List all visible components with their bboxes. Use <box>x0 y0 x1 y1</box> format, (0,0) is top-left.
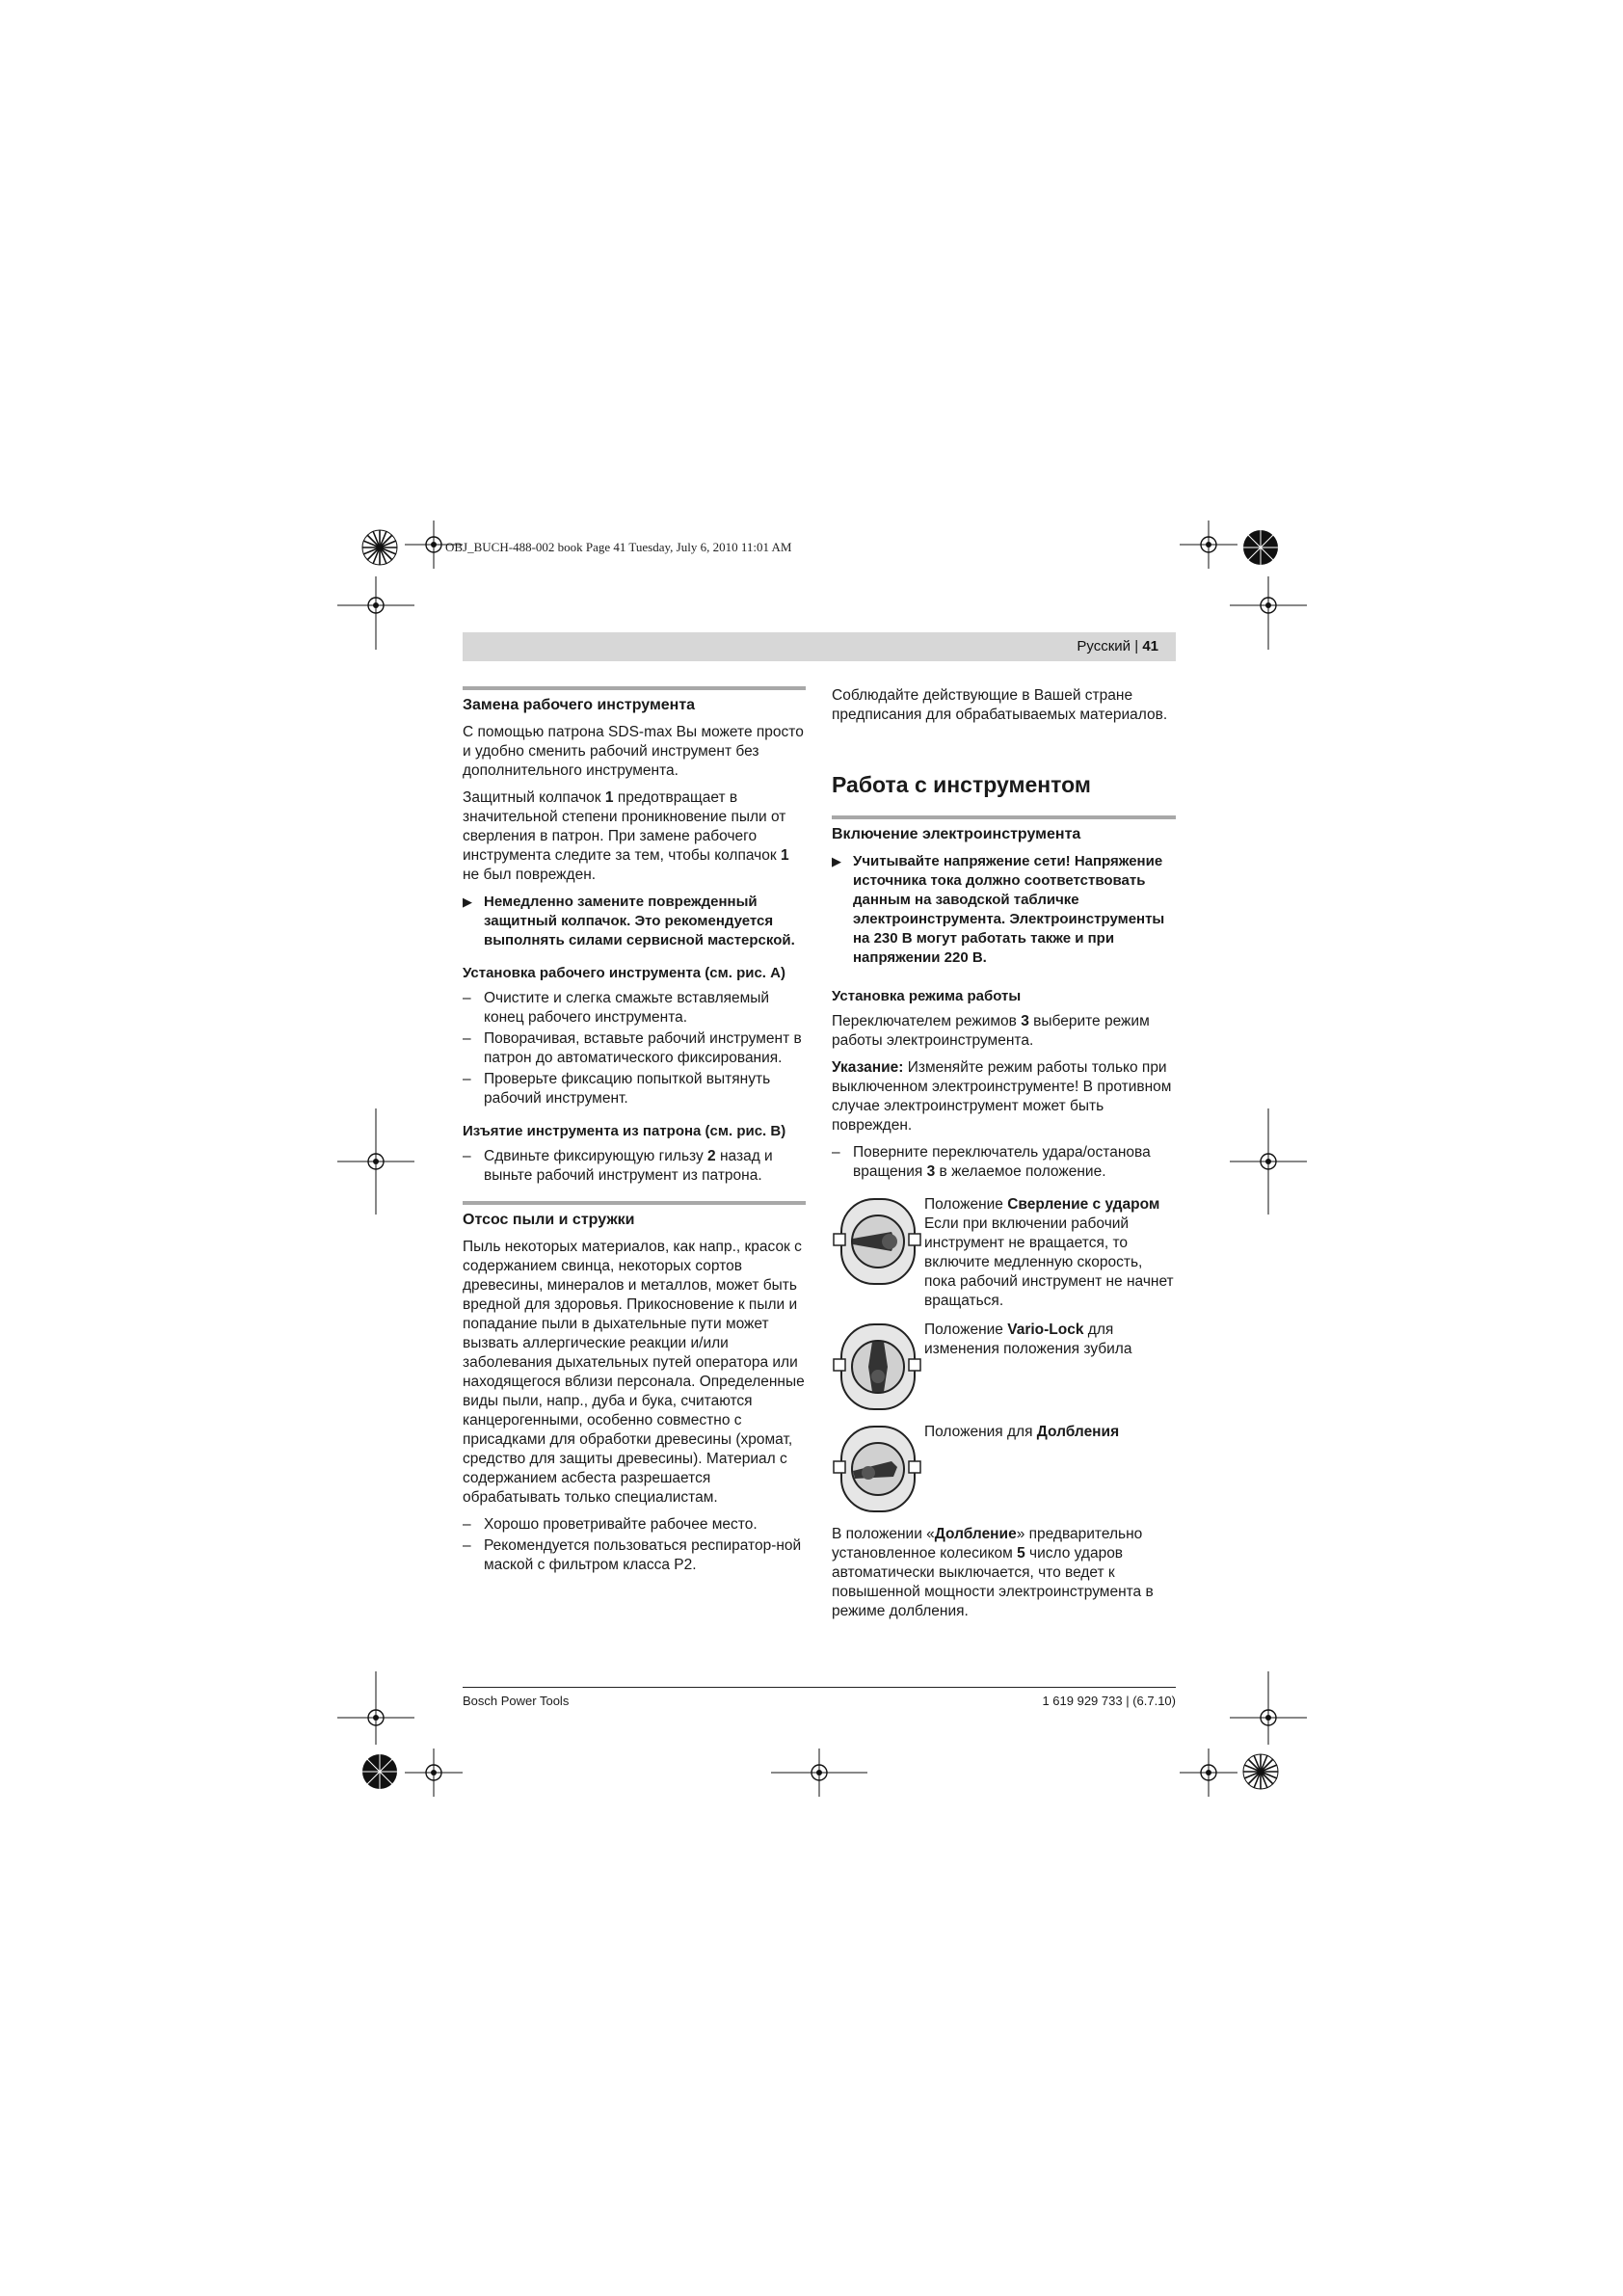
header-language: Русский <box>1077 638 1131 654</box>
header-separator: | <box>1134 638 1139 654</box>
list-item: – Поверните переключатель удара/останова вращения 3 в желаемое положение. <box>832 1144 1151 1180</box>
section-title-dust: Отсос пыли и стружки <box>463 1212 635 1228</box>
crop-mark-icon <box>337 1671 414 1745</box>
section-title-tool-change: Замена рабочего инструмента <box>463 697 696 713</box>
mode-hammer-drilling: Положение Сверление с ударом Если при включении рабочий инструмент не вращается, то включите медленную скорость, пока рабочий инструмент не начнет вращаться. <box>832 1195 1176 1311</box>
paragraph: Соблюдайте действующие в Вашей стране предписания для обрабатываемых материалов. <box>832 687 1168 723</box>
warning-item: ▶ Немедленно замените поврежденный защитный колпачок. Это рекомендуется выполнять силами сервисной мастерской. <box>463 894 795 948</box>
mode-dial-icon <box>832 1195 924 1288</box>
crop-mark-icon <box>337 1108 414 1215</box>
section-title-switch-on: Включение электроинструмента <box>832 826 1081 842</box>
turn-steps <box>832 1143 1176 1182</box>
footer-brand: Bosch Power Tools <box>463 1694 570 1708</box>
list-item: – Хорошо проветривайте рабочее место. <box>463 1516 758 1533</box>
crop-mark-icon <box>1230 1108 1307 1215</box>
page-footer <box>463 1687 1176 1708</box>
list-item: – Рекомендуется пользоваться респиратор-ной маской с фильтром класса Р2. <box>463 1537 802 1573</box>
list-item: – Поворачивая, вставьте рабочий инструмент в патрон до автоматического фиксирования. <box>463 1030 802 1066</box>
crop-mark-icon <box>1230 576 1307 650</box>
mode-dial-icon <box>832 1321 924 1413</box>
registration-target-icon <box>1232 1743 1290 1801</box>
slug-line: OBJ_BUCH-488-002 book Page 41 Tuesday, July 6, 2010 11:01 AM <box>445 540 792 554</box>
chapter-title: Работа с инструментом <box>832 772 1091 797</box>
paragraph: С помощью патрона SDS-max Вы можете просто и удобно сменить рабочий инструмент без дополнительного инструмента. <box>463 724 804 779</box>
page-number: 41 <box>1142 638 1158 654</box>
crop-mark-icon <box>1180 521 1237 569</box>
triangle-bullet-icon: ▶ <box>463 894 472 909</box>
registration-target-icon <box>1232 519 1290 576</box>
crop-mark-icon <box>771 1749 867 1797</box>
footer-code: 1 619 929 733 | (6.7.10) <box>1042 1694 1176 1708</box>
subsection-title-remove: Изъятие инструмента из патрона (см. рис. В) <box>463 1123 786 1139</box>
crop-mark-icon <box>405 521 463 569</box>
mode-dial-icon <box>832 1423 924 1515</box>
registration-target-icon <box>351 519 409 576</box>
registration-target-icon <box>351 1743 409 1801</box>
list-item: – Проверьте фиксацию попыткой вытянуть рабочий инструмент. <box>463 1071 771 1107</box>
paragraph: Защитный колпачок 1 предотвращает в значительной степени проникновение пыли от сверления в патрон. При замене рабочего инструмента следите за тем, чтобы колпачок 1 не был поврежден. <box>463 789 789 883</box>
crop-mark-icon <box>1180 1749 1237 1797</box>
mode-vario-lock: Положение Vario-Lock для изменения положения зубила <box>832 1321 1176 1413</box>
crop-mark-icon <box>337 576 414 650</box>
subsection-title-install: Установка рабочего инструмента (см. рис. А) <box>463 965 785 981</box>
running-head <box>463 632 1176 661</box>
left-column <box>463 686 806 1583</box>
paragraph: Пыль некоторых материалов, как напр., красок с содержанием свинца, некоторых сортов древесины, минералов и металлов, может быть вредной для здоровья. Прикосновение к пыли и попадание пыли в дыхательные пути может вызвать аллергические реакции и/или заболевания дыхательных путей оператора или находящегося вблизи персонала. Определенные виды пыли, напр., дуба и бука, считаются канцерогенными, особенно совместно с присадками для обработки древесины (хромат, средство для защиты древесины). Материал с содержанием асбеста разрешается обрабатывать только специалистам. <box>463 1239 805 1506</box>
right-column <box>832 686 1176 1629</box>
paragraph: В положении «Долбление» предварительно установленное колесиком 5 число ударов автоматически выключается, что ведет к повышенной мощности электроинструмента в режиме долбления. <box>832 1526 1154 1619</box>
list-item: – Сдвиньте фиксирующую гильзу 2 назад и выньте рабочий инструмент из патрона. <box>463 1148 773 1184</box>
note-paragraph: Указание: Изменяйте режим работы только при выключенном электроинструменте! В противном случае электроинструмент может быть поврежден. <box>832 1059 1172 1134</box>
mode-chiselling: Положения для Долбления <box>832 1423 1176 1515</box>
crop-mark-icon <box>405 1749 463 1797</box>
warning-item: ▶ Учитывайте напряжение сети! Напряжение источника тока должно соответствовать данным на заводской табличке электроинструмента. Электроинструменты на 230 В могут работать также и при напряжении 220 В. <box>832 853 1165 966</box>
triangle-bullet-icon: ▶ <box>832 854 841 868</box>
install-steps <box>463 989 806 1108</box>
remove-steps <box>463 1147 806 1186</box>
crop-mark-icon <box>1230 1671 1307 1745</box>
dust-steps <box>463 1515 806 1575</box>
subsection-title-mode: Установка режима работы <box>832 988 1022 1004</box>
list-item: – Очистите и слегка смажьте вставляемый конец рабочего инструмента. <box>463 990 770 1026</box>
paragraph: Переключателем режимов 3 выберите режим работы электроинструмента. <box>832 1013 1150 1049</box>
